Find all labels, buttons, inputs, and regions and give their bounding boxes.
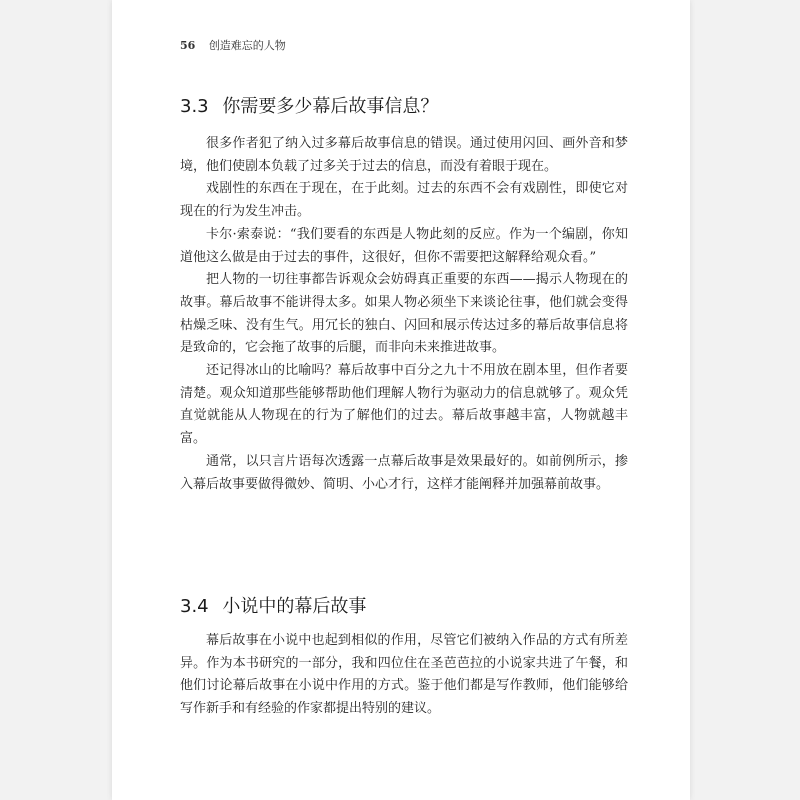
paragraph: 还记得冰山的比喻吗？幕后故事中百分之九十不用放在剧本里，但作者要清楚。观众知道那些能够帮助他们理解人物行为驱动力的信息就够了。观众凭直觉就能从人物现在的行为了解他们的过去。幕后故事越丰富，人物就越丰富。: [180, 363, 628, 447]
section-number: 3.3: [180, 96, 209, 117]
paragraph: 卡尔·索泰说：“我们要看的东西是人物此刻的反应。作为一个编剧，你知道他这么做是由于过去的事件，这很好，但你不需要把这解释给观众看。”: [180, 226, 628, 265]
section-number: 3.4: [180, 596, 209, 617]
paragraph: 戏剧性的东西在于现在，在于此刻。过去的东西不会有戏剧性，即使它对现在的行为发生冲击。: [180, 181, 628, 220]
paragraph: 幕后故事在小说中也起到相似的作用，尽管它们被纳入作品的方式有所差异。作为本书研究的一部分，我和四位住在圣芭芭拉的小说家共进了午餐，和他们讨论幕后故事在小说中作用的方式。鉴于他们都是写作教师，他们能够给写作新手和有经验的作家都提出特别的建议。: [180, 633, 628, 717]
section-heading: [180, 592, 366, 618]
section-heading: [180, 92, 438, 118]
running-head: [180, 37, 286, 53]
section-title: 你需要多少幕后故事信息？: [222, 96, 439, 117]
book-page: [112, 0, 690, 800]
section-title: 小说中的幕后故事: [222, 596, 367, 617]
paragraph: 把人物的一切往事都告诉观众会妨碍真正重要的东西——揭示人物现在的故事。幕后故事不能讲得太多。如果人物必须坐下来谈论往事，他们就会变得枯燥乏味、没有生气。用冗长的独白、闪回和展示传达过多的幕后故事信息将是致命的，它会拖了故事的后腿，而非向未来推进故事。: [180, 272, 628, 356]
page-number: 56: [180, 39, 196, 52]
paragraph: 通常，以只言片语每次透露一点幕后故事是效果最好的。如前例所示，掺入幕后故事要做得微妙、简明、小心才行，这样才能阐释并加强幕前故事。: [180, 453, 628, 492]
section-body: [180, 630, 628, 721]
book-title: 创造难忘的人物: [208, 39, 286, 52]
paragraph: 很多作者犯了纳入过多幕后故事信息的错误。通过使用闪回、画外音和梦境，他们使剧本负载了过多关于过去的信息，而没有着眼于现在。: [180, 136, 628, 174]
section-body: [180, 133, 628, 496]
